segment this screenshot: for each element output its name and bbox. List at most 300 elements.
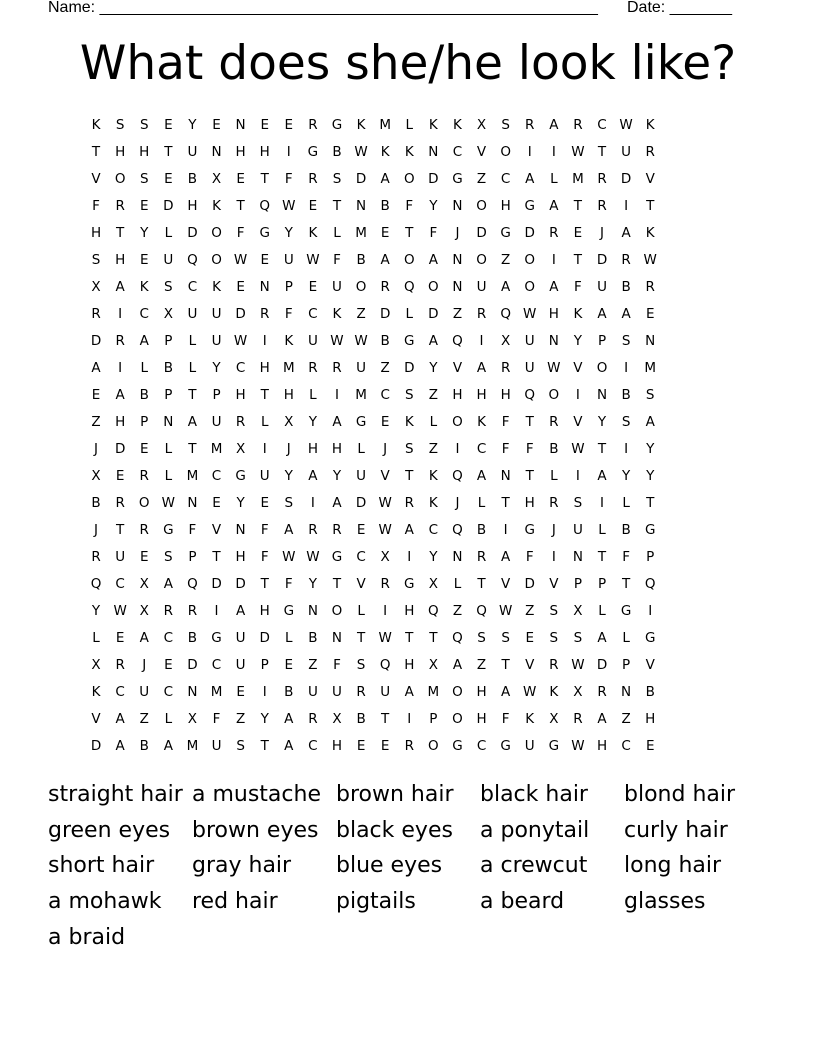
grid-letter: E: [308, 198, 318, 214]
grid-letter: O: [211, 225, 222, 241]
grid-letter: R: [573, 117, 583, 133]
grid-letter: E: [260, 117, 269, 133]
grid-letter: E: [236, 171, 245, 187]
grid-letter: G: [548, 738, 560, 754]
grid-letter: R: [549, 414, 559, 430]
grid-letter: R: [332, 360, 342, 376]
grid-letter: E: [260, 252, 269, 268]
grid-letter: Y: [646, 441, 655, 457]
grid-letter: Q: [187, 576, 198, 592]
grid-letter: V: [645, 657, 655, 673]
grid-letter: A: [115, 711, 125, 727]
word-bank-item: black eyes: [336, 817, 453, 843]
word-bank-item: brown eyes: [192, 817, 319, 843]
grid-letter: Z: [308, 657, 318, 673]
grid-letter: Y: [188, 117, 197, 133]
grid-letter: B: [621, 279, 631, 295]
grid-letter: E: [356, 738, 366, 754]
grid-letter: N: [572, 549, 583, 565]
grid-letter: D: [428, 171, 439, 187]
date-field-label: Date: _______: [627, 0, 732, 16]
grid-letter: Q: [452, 333, 463, 349]
grid-letter: F: [333, 252, 341, 268]
grid-letter: S: [139, 171, 149, 187]
grid-letter: Z: [428, 441, 438, 457]
grid-letter: I: [600, 495, 604, 511]
grid-letter: L: [598, 522, 606, 538]
grid-letter: M: [572, 171, 584, 187]
grid-letter: X: [139, 603, 149, 619]
grid-letter: T: [356, 630, 366, 646]
grid-letter: I: [624, 441, 629, 457]
grid-letter: M: [427, 684, 440, 700]
grid-letter: T: [260, 576, 269, 592]
grid-letter: N: [548, 333, 559, 349]
grid-letter: O: [500, 144, 511, 160]
grid-letter: T: [429, 630, 438, 646]
grid-letter: E: [115, 468, 125, 484]
grid-letter: B: [380, 333, 390, 349]
grid-letter: T: [525, 468, 534, 484]
grid-letter: G: [211, 630, 222, 646]
grid-letter: Y: [284, 225, 293, 241]
grid-letter: A: [597, 630, 607, 646]
grid-letter: R: [139, 468, 149, 484]
grid-letter: Y: [236, 495, 245, 511]
grid-letter: N: [452, 279, 463, 295]
grid-letter: L: [164, 468, 173, 484]
grid-letter: N: [187, 495, 198, 511]
grid-letter: H: [476, 711, 487, 727]
grid-letter: B: [308, 630, 318, 646]
grid-letter: S: [236, 738, 245, 754]
grid-letter: A: [284, 522, 294, 538]
grid-letter: M: [210, 441, 223, 457]
grid-letter: Z: [476, 657, 487, 673]
grid-letter: W: [233, 252, 248, 268]
grid-letter: S: [501, 117, 510, 133]
grid-letter: Q: [90, 576, 102, 592]
grid-letter: C: [139, 306, 149, 322]
grid-letter: A: [163, 576, 173, 592]
grid-letter: M: [186, 468, 199, 484]
grid-letter: W: [523, 684, 537, 700]
grid-letter: N: [235, 117, 246, 133]
grid-letter: I: [286, 144, 291, 160]
grid-letter: Y: [284, 468, 293, 484]
grid-letter: E: [139, 252, 149, 268]
word-bank-item: a mohawk: [48, 889, 162, 915]
grid-letter: B: [621, 522, 631, 538]
grid-letter: I: [551, 144, 556, 160]
grid-letter: O: [452, 711, 463, 727]
grid-letter: D: [428, 306, 439, 322]
grid-letter: S: [91, 252, 101, 268]
grid-letter: E: [525, 630, 534, 646]
grid-letter: E: [115, 630, 125, 646]
grid-letter: G: [644, 630, 656, 646]
grid-letter: B: [187, 630, 198, 646]
name-field-label: Name: ________________________________________________________: [48, 0, 598, 16]
grid-letter: Z: [452, 603, 463, 619]
grid-letter: U: [524, 738, 535, 754]
grid-letter: T: [501, 657, 510, 673]
word-bank-item: long hair: [624, 853, 722, 879]
grid-letter: U: [259, 468, 270, 484]
grid-letter: R: [308, 522, 318, 538]
grid-letter: T: [477, 576, 486, 592]
grid-letter: H: [476, 684, 487, 700]
word-bank-item: short hair: [48, 853, 155, 879]
grid-letter: T: [646, 495, 655, 511]
grid-letter: L: [622, 630, 630, 646]
grid-letter: Y: [429, 198, 438, 214]
word-bank-item: gray hair: [192, 853, 292, 879]
grid-letter: I: [648, 603, 653, 619]
grid-letter: N: [428, 144, 439, 160]
grid-letter: S: [284, 495, 294, 511]
grid-letter: V: [211, 522, 222, 538]
grid-letter: G: [404, 576, 415, 592]
grid-letter: G: [500, 738, 511, 754]
grid-letter: C: [476, 441, 487, 457]
grid-letter: E: [164, 657, 173, 673]
grid-letter: Q: [187, 252, 198, 268]
grid-letter: J: [286, 441, 291, 457]
grid-letter: P: [260, 657, 269, 673]
grid-letter: A: [284, 711, 294, 727]
grid-letter: H: [476, 387, 487, 403]
grid-letter: A: [380, 252, 390, 268]
grid-letter: Z: [501, 252, 511, 268]
grid-letter: P: [429, 711, 438, 727]
grid-letter: M: [282, 360, 295, 376]
grid-letter: A: [115, 279, 125, 295]
grid-letter: V: [549, 576, 559, 592]
grid-letter: U: [211, 738, 222, 754]
grid-letter: G: [524, 198, 535, 214]
grid-letter: G: [259, 225, 270, 241]
grid-letter: T: [91, 144, 101, 160]
grid-letter: S: [404, 387, 414, 403]
grid-letter: I: [383, 603, 388, 619]
grid-letter: A: [139, 630, 149, 646]
grid-letter: P: [597, 333, 607, 349]
grid-letter: U: [524, 360, 535, 376]
grid-letter: D: [211, 576, 222, 592]
grid-letter: P: [573, 576, 582, 592]
grid-letter: K: [284, 333, 294, 349]
grid-letter: F: [212, 711, 221, 727]
grid-letter: V: [573, 414, 583, 430]
grid-letter: R: [115, 333, 125, 349]
grid-letter: U: [235, 630, 246, 646]
grid-letter: R: [308, 711, 318, 727]
grid-letter: K: [573, 306, 583, 322]
grid-letter: D: [404, 360, 415, 376]
grid-letter: F: [260, 522, 269, 538]
grid-letter: F: [501, 441, 510, 457]
grid-letter: D: [163, 198, 174, 214]
grid-letter: X: [476, 117, 487, 133]
grid-letter: L: [333, 225, 341, 241]
grid-letter: I: [624, 360, 629, 376]
grid-letter: K: [356, 117, 366, 133]
grid-letter: X: [573, 684, 583, 700]
grid-letter: K: [428, 117, 438, 133]
grid-letter: S: [164, 279, 173, 295]
grid-letter: O: [355, 279, 367, 295]
grid-letter: G: [307, 144, 319, 160]
grid-letter: C: [380, 387, 390, 403]
grid-letter: U: [139, 684, 150, 700]
grid-letter: Q: [524, 387, 536, 403]
grid-letter: T: [236, 198, 245, 214]
grid-letter: H: [524, 495, 535, 511]
grid-letter: G: [524, 522, 535, 538]
grid-letter: O: [114, 171, 126, 187]
grid-letter: K: [380, 144, 390, 160]
grid-letter: F: [429, 225, 438, 241]
grid-letter: Q: [452, 468, 463, 484]
grid-letter: R: [573, 711, 583, 727]
grid-letter: H: [259, 603, 270, 619]
grid-letter: H: [404, 603, 415, 619]
grid-letter: S: [549, 630, 559, 646]
grid-letter: T: [188, 387, 197, 403]
grid-letter: Z: [476, 171, 487, 187]
grid-letter: K: [525, 711, 535, 727]
grid-letter: Y: [621, 468, 631, 484]
grid-letter: C: [211, 468, 222, 484]
grid-letter: U: [211, 333, 222, 349]
grid-letter: S: [549, 603, 559, 619]
grid-letter: R: [525, 117, 535, 133]
grid-letter: Z: [380, 360, 390, 376]
grid-letter: J: [455, 495, 460, 511]
grid-letter: W: [571, 738, 585, 754]
grid-letter: I: [262, 333, 267, 349]
grid-letter: Q: [452, 522, 463, 538]
grid-letter: R: [187, 603, 198, 619]
grid-letter: Q: [403, 279, 415, 295]
grid-letter: S: [501, 630, 510, 646]
grid-letter: S: [621, 414, 631, 430]
grid-letter: L: [550, 171, 558, 187]
grid-letter: D: [524, 225, 535, 241]
grid-letter: Z: [91, 414, 101, 430]
grid-letter: S: [573, 630, 583, 646]
grid-letter: C: [476, 738, 487, 754]
grid-letter: Q: [644, 576, 656, 592]
grid-letter: S: [164, 549, 173, 565]
grid-letter: X: [187, 711, 198, 727]
grid-letter: W: [354, 144, 368, 160]
grid-letter: T: [501, 495, 510, 511]
grid-letter: L: [550, 468, 558, 484]
grid-letter: R: [597, 684, 607, 700]
grid-letter: H: [500, 387, 511, 403]
grid-letter: W: [282, 549, 296, 565]
grid-letter: T: [116, 225, 125, 241]
grid-letter: F: [405, 198, 414, 214]
word-bank-item: a mustache: [192, 782, 321, 807]
grid-letter: B: [163, 360, 173, 376]
word-bank-item: red hair: [192, 889, 278, 915]
grid-letter: F: [260, 549, 269, 565]
grid-letter: A: [332, 495, 342, 511]
grid-letter: U: [356, 360, 367, 376]
grid-letter: V: [356, 576, 366, 592]
grid-letter: U: [235, 657, 246, 673]
grid-letter: B: [356, 252, 366, 268]
grid-letter: B: [549, 441, 559, 457]
grid-letter: U: [115, 549, 126, 565]
grid-letter: O: [138, 495, 150, 511]
grid-letter: K: [404, 144, 414, 160]
grid-letter: X: [501, 333, 511, 349]
grid-letter: E: [236, 279, 245, 295]
word-bank-item: glasses: [624, 889, 706, 915]
grid-letter: K: [308, 225, 318, 241]
grid-letter: A: [163, 738, 173, 754]
word-bank-item: blond hair: [624, 782, 736, 807]
grid-letter: A: [308, 468, 318, 484]
grid-letter: U: [332, 279, 342, 295]
grid-letter: L: [453, 576, 462, 592]
grid-letter: D: [620, 171, 632, 187]
grid-letter: A: [476, 360, 487, 376]
grid-letter: E: [212, 117, 221, 133]
grid-letter: J: [94, 522, 99, 538]
grid-letter: Z: [139, 711, 149, 727]
grid-letter: D: [114, 441, 126, 457]
grid-letter: F: [284, 576, 293, 592]
grid-letter: B: [91, 495, 101, 511]
grid-letter: C: [597, 117, 607, 133]
grid-letter: C: [187, 279, 198, 295]
grid-letter: M: [355, 387, 367, 403]
grid-letter: H: [596, 738, 608, 754]
grid-letter: Q: [452, 630, 463, 646]
grid-letter: H: [331, 441, 343, 457]
grid-letter: T: [621, 576, 631, 592]
grid-letter: W: [378, 630, 392, 646]
grid-letter: O: [524, 252, 536, 268]
grid-letter: K: [549, 684, 559, 700]
grid-letter: U: [356, 468, 367, 484]
grid-letter: R: [115, 495, 125, 511]
grid-letter: I: [575, 387, 580, 403]
grid-letter: H: [115, 144, 126, 160]
grid-letter: A: [404, 522, 414, 538]
word-bank-item: a ponytail: [480, 817, 590, 843]
grid-letter: T: [332, 576, 342, 592]
grid-letter: N: [452, 252, 463, 268]
grid-letter: X: [91, 657, 101, 673]
grid-letter: N: [356, 198, 367, 214]
grid-letter: F: [525, 441, 534, 457]
grid-letter: L: [405, 117, 414, 133]
grid-letter: I: [624, 198, 629, 214]
grid-letter: R: [621, 252, 631, 268]
grid-letter: R: [380, 279, 390, 295]
grid-letter: C: [235, 360, 246, 376]
grid-letter: Y: [429, 549, 438, 565]
grid-letter: U: [211, 306, 222, 322]
grid-letter: Q: [476, 603, 487, 619]
grid-letter: L: [140, 360, 148, 376]
grid-letter: E: [380, 738, 390, 754]
grid-letter: K: [212, 198, 221, 214]
grid-letter: F: [188, 522, 197, 538]
grid-letter: F: [501, 414, 510, 430]
grid-letter: R: [260, 306, 270, 322]
grid-letter: P: [284, 279, 293, 295]
grid-letter: B: [139, 738, 149, 754]
grid-letter: V: [452, 360, 463, 376]
grid-letter: U: [211, 414, 222, 430]
grid-letter: X: [235, 441, 246, 457]
grid-letter: R: [476, 549, 487, 565]
grid-letter: Y: [429, 360, 438, 376]
grid-letter: V: [91, 711, 101, 727]
grid-letter: D: [596, 252, 608, 268]
grid-letter: A: [549, 198, 559, 214]
grid-letter: F: [525, 549, 534, 565]
grid-letter: H: [115, 414, 126, 430]
grid-letter: B: [621, 387, 631, 403]
word-bank-item: pigtails: [336, 889, 416, 915]
grid-letter: A: [525, 171, 535, 187]
grid-letter: U: [476, 279, 487, 295]
grid-letter: B: [476, 522, 487, 538]
grid-letter: V: [525, 657, 535, 673]
grid-letter: I: [334, 387, 339, 403]
grid-letter: T: [597, 144, 607, 160]
grid-letter: Y: [308, 576, 318, 592]
grid-letter: C: [428, 522, 439, 538]
grid-letter: F: [501, 711, 510, 727]
worksheet-header: [48, 0, 748, 20]
grid-letter: T: [188, 441, 197, 457]
grid-letter: J: [551, 522, 556, 538]
grid-letter: N: [621, 684, 632, 700]
grid-letter: A: [597, 306, 607, 322]
grid-letter: Q: [259, 198, 271, 214]
grid-letter: T: [597, 441, 607, 457]
grid-letter: I: [118, 306, 123, 322]
grid-letter: J: [383, 441, 388, 457]
grid-letter: R: [91, 549, 101, 565]
grid-letter: A: [452, 657, 463, 673]
grid-letter: D: [187, 657, 198, 673]
grid-letter: R: [235, 414, 246, 430]
grid-letter: B: [139, 387, 149, 403]
grid-letter: U: [621, 144, 632, 160]
word-bank-item: black hair: [480, 782, 588, 807]
grid-letter: A: [115, 387, 125, 403]
grid-letter: C: [163, 684, 174, 700]
grid-letter: L: [285, 630, 293, 646]
grid-letter: W: [306, 252, 320, 268]
grid-letter: R: [115, 198, 125, 214]
grid-letter: C: [115, 684, 125, 700]
grid-letter: V: [501, 576, 511, 592]
grid-letter: B: [187, 171, 198, 187]
grid-letter: M: [210, 684, 223, 700]
grid-letter: E: [91, 387, 101, 403]
